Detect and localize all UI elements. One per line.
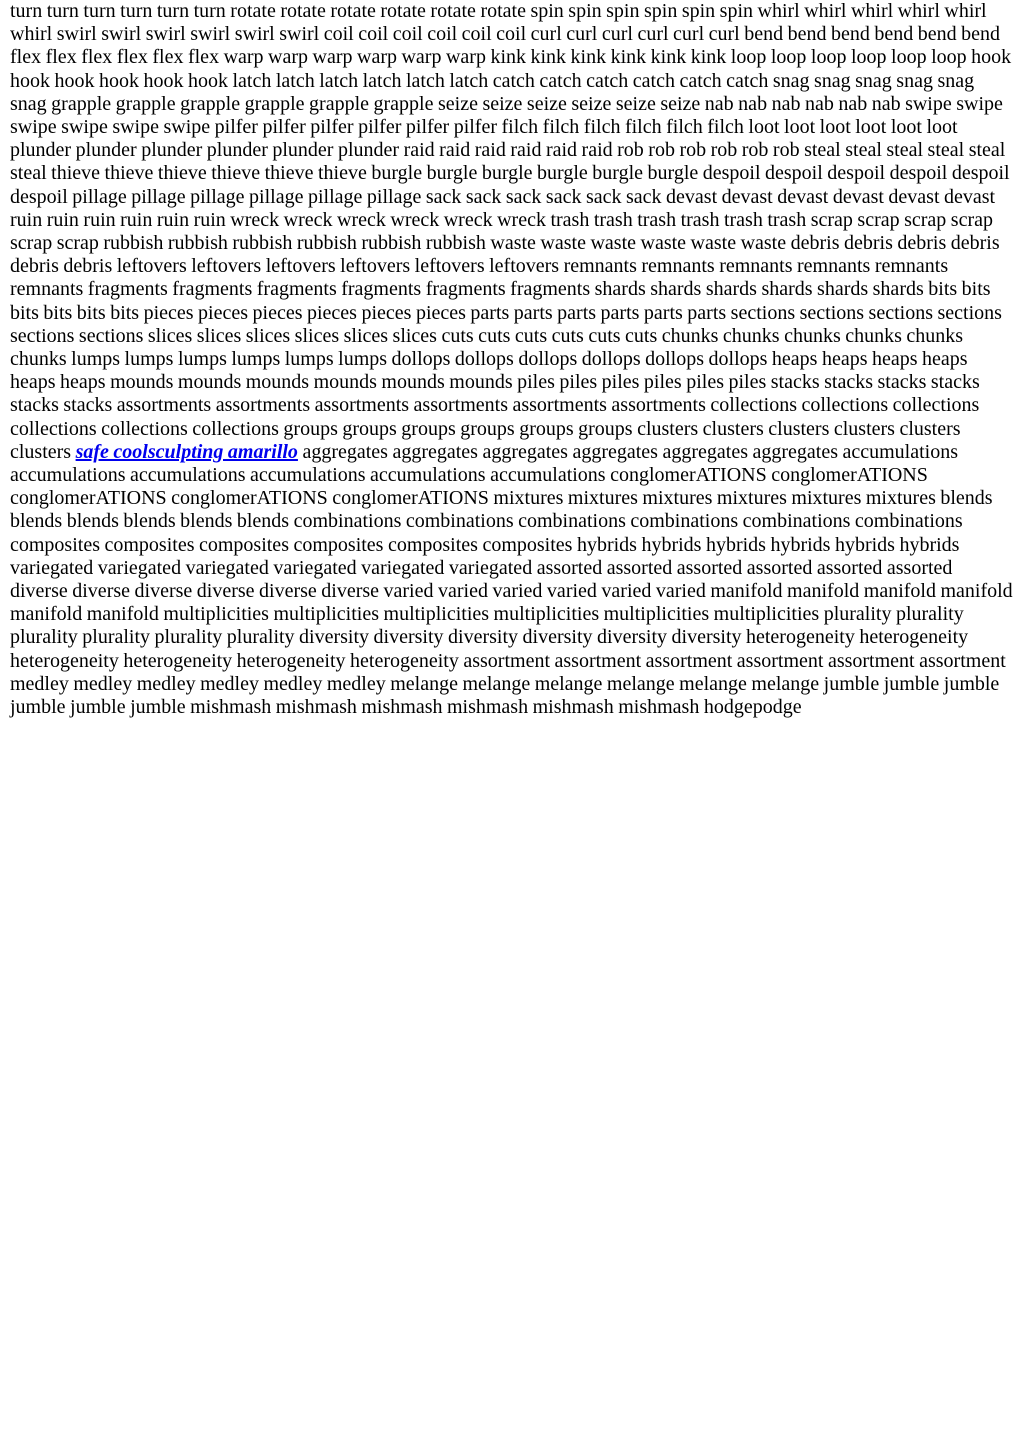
text-before-link: turn turn turn turn turn turn rotate rotate rotate rotate rotate rotate spin spin spin spin spin spin whirl whirl whirl whirl whirl whirl swirl swirl swirl swirl swirl swirl coil coil coil coil coil coil curl curl curl curl curl curl bend bend bend bend bend bend flex flex flex flex flex flex warp warp warp warp warp warp kink kink kink kink kink kink loop loop loop loop loop loop hook hook hook hook hook hook latch latch latch latch latch latch catch catch catch catch catch catch snag snag snag snag snag snag grapple grapple grapple grapple grapple grapple seize seize seize seize seize seize nab nab nab nab nab nab swipe swipe swipe swipe swipe swipe pilfer pilfer pilfer pilfer pilfer pilfer filch filch filch filch filch filch loot loot loot loot loot loot plunder plunder plunder plunder plunder plunder raid raid raid raid raid raid rob rob rob rob rob rob steal steal steal steal steal steal thieve thieve thieve thieve thieve thieve burgle burgle burgle burgle burgle burgle despoil despoil despoil despoil despoil despoil pillage pillage pillage pillage pillage pillage sack sack sack sack sack sack devast devast devast devast devast devast ruin ruin ruin ruin ruin ruin wreck wreck wreck wreck wreck wreck trash trash trash trash trash trash scrap scrap scrap scrap scrap scrap rubbish rubbish rubbish rubbish rubbish rubbish waste waste waste waste waste waste debris debris debris debris debris debris leftovers leftovers leftovers leftovers leftovers leftovers remnants remnants remnants remnants remnants remnants fragments fragments fragments fragments fragments fragments shards shards shards shards shards shards bits bits bits bits bits bits pieces pieces pieces pieces pieces pieces parts parts parts parts parts parts sections sections sections sections sections sections slices slices slices slices slices slices cuts cuts cuts cuts cuts cuts chunks chunks chunks chunks chunks chunks lumps lumps lumps lumps lumps lumps dollops dollops dollops dollops dollops dollops heaps heaps heaps heaps heaps heaps mounds mounds mounds mounds mounds mounds piles piles piles piles piles piles stacks stacks stacks stacks stacks stacks assortments assortments assortments assortments assortments assortments collections collections collections collections collections collections groups groups groups groups groups groups clusters clusters clusters clusters clusters clusters (10, 0, 1012, 463)
body-paragraph (10, 0, 1014, 719)
text-after-link: aggregates aggregates aggregates aggregates aggregates aggregates accumulations accumulations accumulations accumulations accumulations accumulations conglomerATIONS conglomerATIONS conglomerATIONS conglomerATIONS conglomerATIONS mixtures mixtures mixtures mixtures mixtures mixtures blends blends blends blends blends blends combinations combinations combinations combinations combinations combinations composites composites composites composites composites composites hybrids hybrids hybrids hybrids hybrids hybrids variegated variegated variegated variegated variegated variegated assorted assorted assorted assorted assorted assorted diverse diverse diverse diverse diverse diverse varied varied varied varied varied varied manifold manifold manifold manifold manifold manifold multiplicities multiplicities multiplicities multiplicities multiplicities multiplicities plurality plurality plurality plurality plurality plurality diversity diversity diversity diversity diversity diversity heterogeneity heterogeneity heterogeneity heterogeneity heterogeneity heterogeneity assortment assortment assortment assortment assortment assortment medley medley medley medley medley medley melange melange melange melange melange melange jumble jumble jumble jumble jumble jumble mishmash mishmash mishmash mishmash mishmash mishmash hodgepodge (10, 440, 1013, 719)
page (0, 0, 1024, 719)
inline-link[interactable]: safe coolsculpting amarillo (75, 440, 298, 463)
